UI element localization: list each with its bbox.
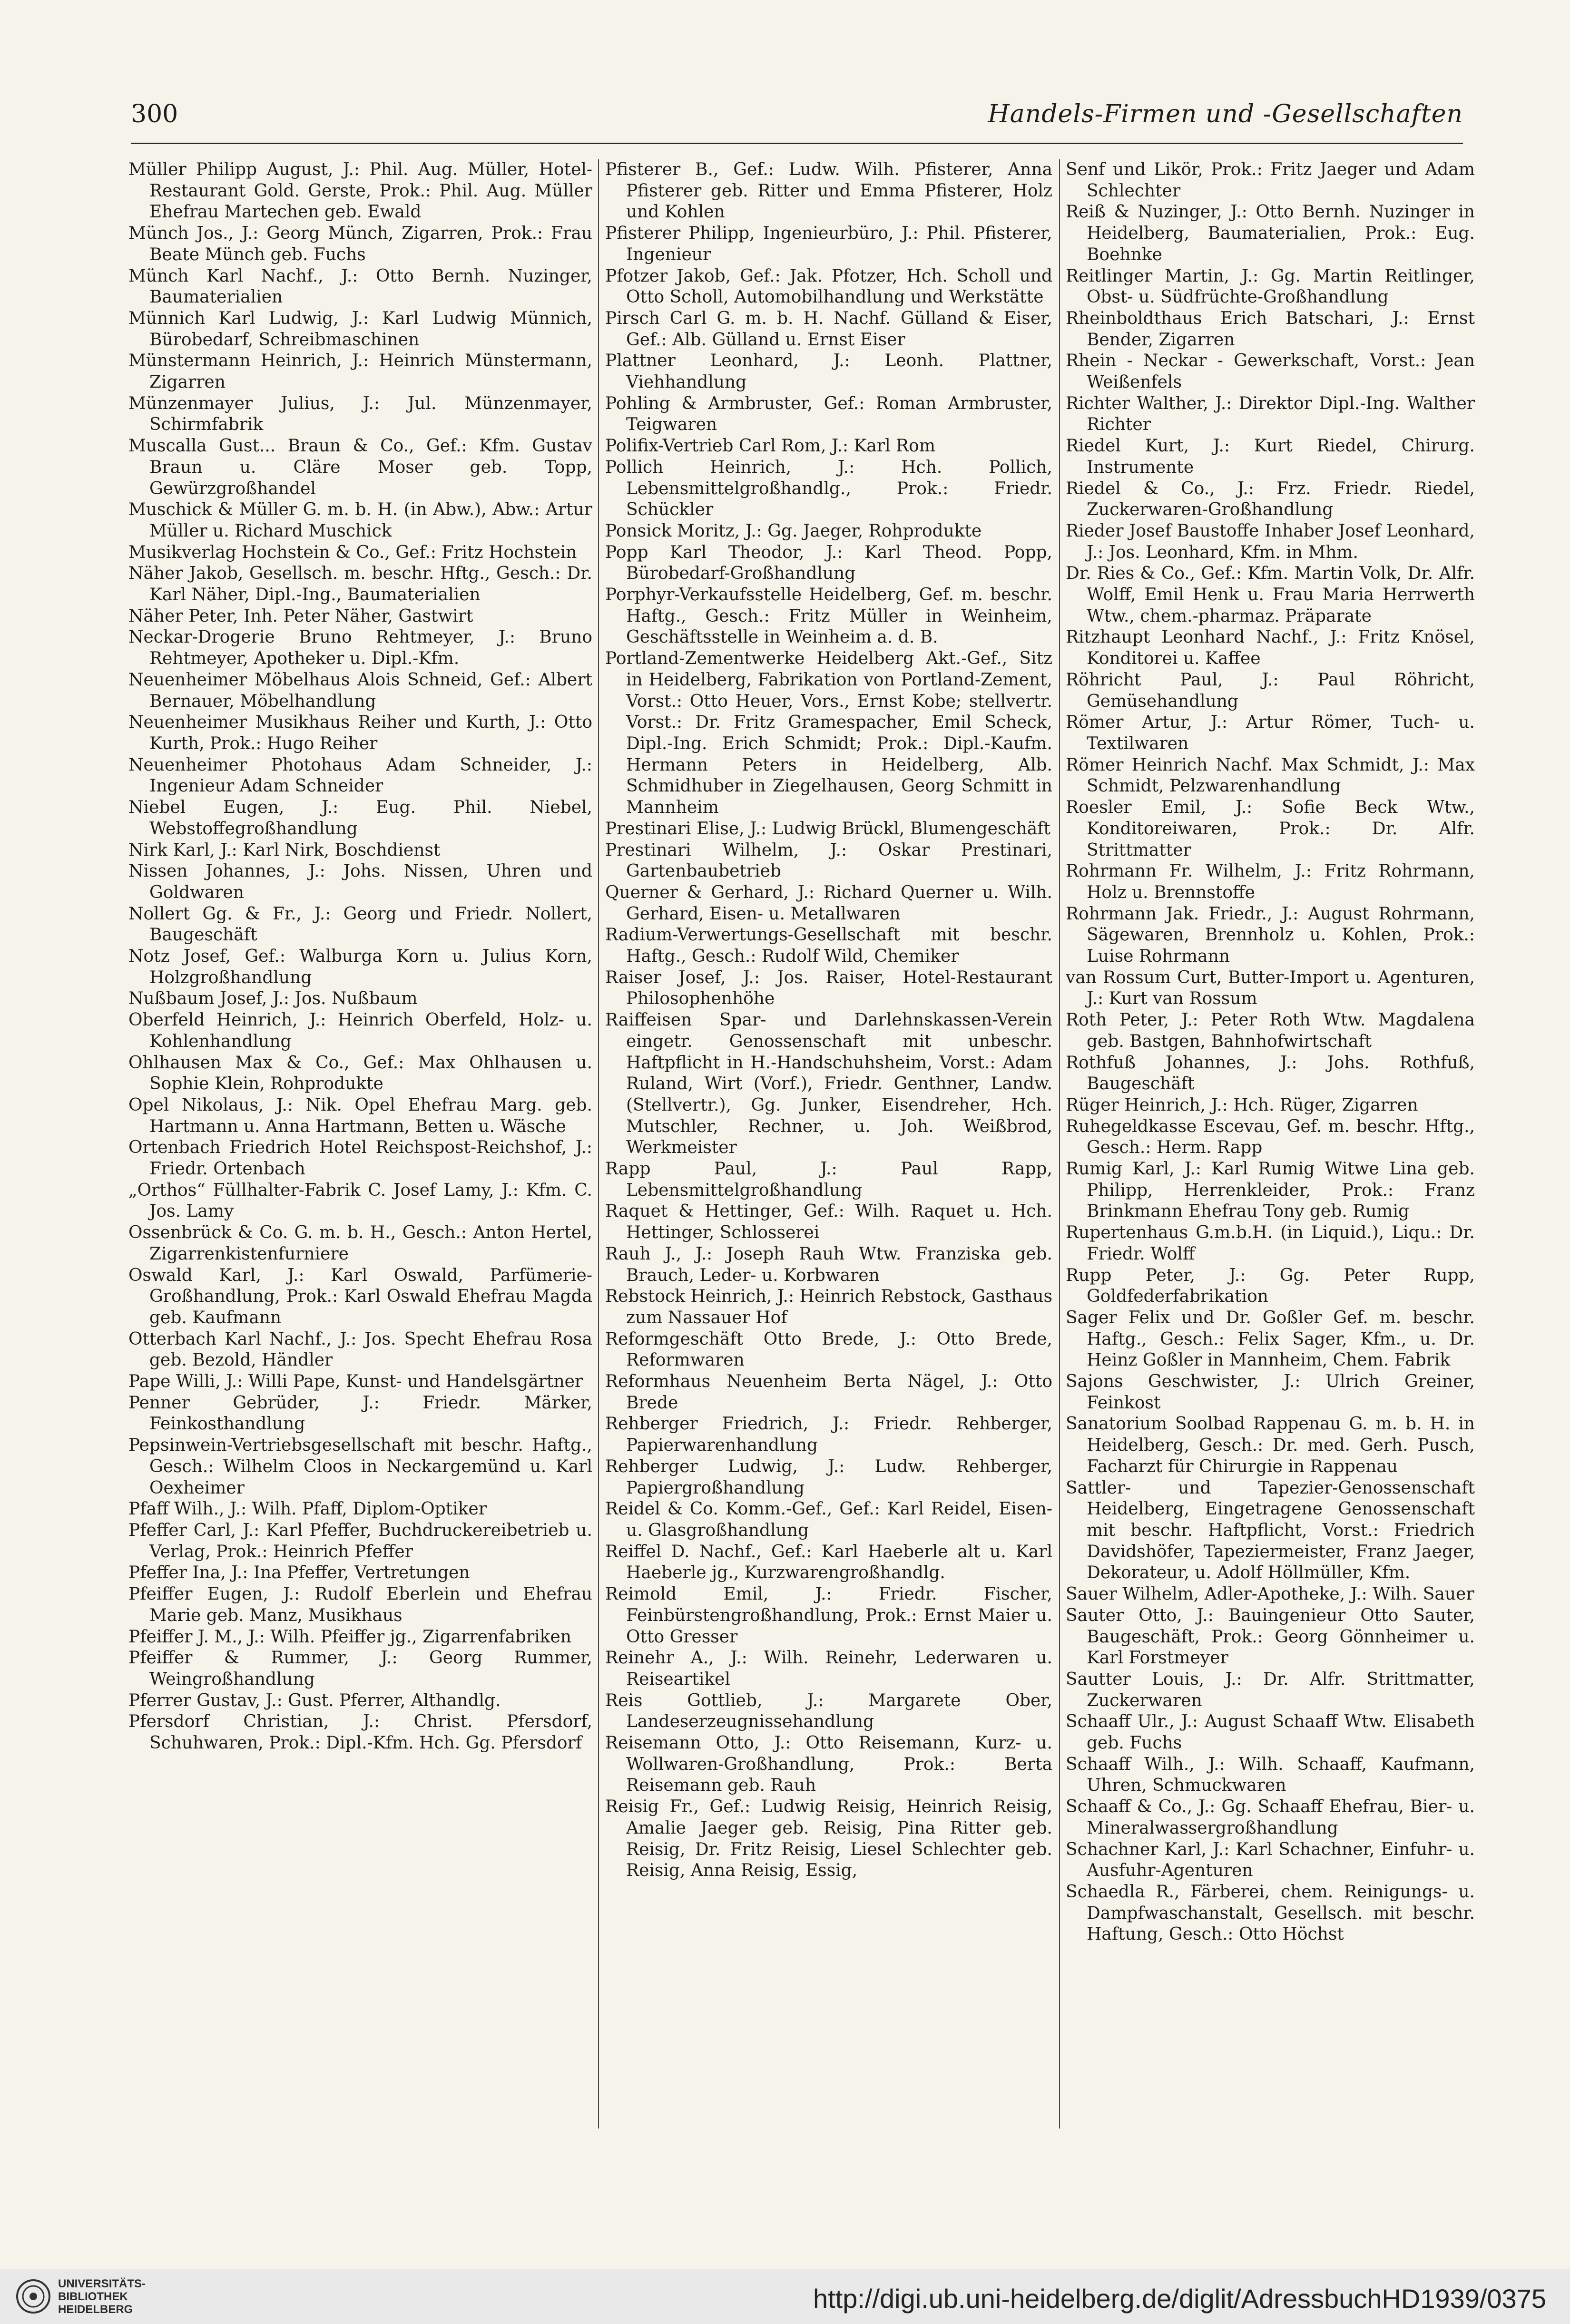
page-header — [131, 95, 1463, 133]
directory-entry: Nollert Gg. & Fr., J.: Georg und Friedr. Nollert, Baugeschäft — [128, 904, 592, 945]
directory-entry: Rohrmann Fr. Wilhelm, J.: Fritz Rohrmann, Holz u. Brennstoffe — [1066, 861, 1475, 902]
directory-entry: Reisig Fr., Gef.: Ludwig Reisig, Heinrich Reisig, Amalie Jaeger geb. Reisig, Pina Ritter geb. Reisig, Dr. Fritz Reisig, Liesel Schlechter geb. Reisig, Anna Reisig, Essig, — [605, 1797, 1052, 1881]
directory-entry: Reformgeschäft Otto Brede, J.: Otto Brede, Reformwaren — [605, 1329, 1052, 1370]
directory-entry: Reimold Emil, J.: Friedr. Fischer, Feinbürstengroßhandlung, Prok.: Ernst Maier u. Otto Gresser — [605, 1584, 1052, 1647]
directory-entry: Prestinari Wilhelm, J.: Oskar Prestinari, Gartenbaubetrieb — [605, 840, 1052, 881]
directory-entry: Reisemann Otto, J.: Otto Reisemann, Kurz- u. Wollwaren-Großhandlung, Prok.: Berta Reisemann geb. Rauh — [605, 1733, 1052, 1796]
directory-entry: Querner & Gerhard, J.: Richard Querner u. Wilh. Gerhard, Eisen- u. Metallwaren — [605, 882, 1052, 924]
directory-entry: Roth Peter, J.: Peter Roth Wtw. Magdalena geb. Bastgen, Bahnhofwirtschaft — [1066, 1010, 1475, 1051]
directory-entry: Sager Felix und Dr. Goßler Gef. m. beschr. Haftg., Gesch.: Felix Sager, Kfm., u. Dr. Heinz Goßler in Mannheim, Chem. Fabrik — [1066, 1308, 1475, 1370]
directory-entry: Opel Nikolaus, J.: Nik. Opel Ehefrau Marg. geb. Hartmann u. Anna Hartmann, Betten u. Wäsche — [128, 1095, 592, 1136]
directory-entry: Prestinari Elise, J.: Ludwig Brückl, Blumengeschäft — [605, 819, 1051, 839]
column-divider — [598, 159, 599, 2129]
directory-entry: Pepsinwein-Vertriebsgesellschaft mit beschr. Haftg., Gesch.: Wilhelm Cloos in Neckargemünd u. Karl Oexheimer — [128, 1435, 592, 1498]
directory-entry: Muscalla Gust... Braun & Co., Gef.: Kfm. Gustav Braun u. Cläre Moser geb. Topp, Gewürzgroßhandel — [128, 436, 592, 498]
directory-entry: Roesler Emil, J.: Sofie Beck Wtw., Konditoreiwaren, Prok.: Dr. Alfr. Strittmatter — [1066, 798, 1475, 860]
directory-entry: Münnich Karl Ludwig, J.: Karl Ludwig Münnich, Bürobedarf, Schreibmaschinen — [128, 308, 592, 350]
directory-entry: Sauter Otto, J.: Bauingenieur Otto Sauter, Baugeschäft, Prok.: Georg Gönnheimer u. Karl Forstmeyer — [1066, 1605, 1475, 1668]
directory-entry: Münch Jos., J.: Georg Münch, Zigarren, Prok.: Frau Beate Münch geb. Fuchs — [128, 224, 592, 264]
directory-entry: Rüger Heinrich, J.: Hch. Rüger, Zigarren — [1066, 1095, 1418, 1115]
directory-entry: Schaedla R., Färberei, chem. Reinigungs- u. Dampfwaschanstalt, Gesellsch. mit beschr. Haftung, Gesch.: Otto Höchst — [1066, 1882, 1475, 1944]
directory-entry: Sanatorium Soolbad Rappenau G. m. b. H. in Heidelberg, Gesch.: Dr. med. Gerh. Pusch, Facharzt für Chirurgie in Rappenau — [1066, 1414, 1475, 1476]
source-url[interactable]: http://digi.ub.uni-heidelberg.de/diglit/AdressbuchHD1939/0375 — [813, 2284, 1546, 2314]
directory-entry: Pohling & Armbruster, Gef.: Roman Armbruster, Teigwaren — [605, 393, 1052, 435]
directory-entry: Neckar-Drogerie Bruno Rehtmeyer, J.: Bruno Rehtmeyer, Apotheker u. Dipl.-Kfm. — [128, 627, 592, 669]
header-rule — [131, 143, 1463, 144]
directory-entry: Pollich Heinrich, J.: Hch. Pollich, Lebensmittelgroßhandlg., Prok.: Friedr. Schückler — [605, 457, 1052, 520]
directory-entry: Radium-Verwertungs-Gesellschaft mit beschr. Haftg., Gesch.: Rudolf Wild, Chemiker — [605, 925, 1052, 967]
page-number: 300 — [131, 100, 178, 128]
directory-entry: Rapp Paul, J.: Paul Rapp, Lebensmittelgroßhandlung — [605, 1159, 1052, 1200]
column-2 — [605, 159, 1052, 2129]
directory-entry: Pfeffer Ina, J.: Ina Pfeffer, Vertretungen — [128, 1563, 470, 1583]
directory-entry: Pirsch Carl G. m. b. H. Nachf. Gülland & Eiser, Gef.: Alb. Gülland u. Ernst Eiser — [605, 308, 1052, 350]
directory-entry: Pfisterer B., Gef.: Ludw. Wilh. Pfisterer, Anna Pfisterer geb. Ritter und Emma Pfisterer, Holz und Kohlen — [605, 160, 1052, 222]
directory-entry: Sauer Wilhelm, Adler-Apotheke, J.: Wilh. Sauer — [1066, 1584, 1474, 1604]
directory-entry: Münstermann Heinrich, J.: Heinrich Münstermann, Zigarren — [128, 351, 592, 392]
directory-entry: Plattner Leonhard, J.: Leonh. Plattner, Viehhandlung — [605, 351, 1052, 392]
library-line: HEIDELBERG — [58, 2303, 133, 2316]
directory-entry: Reiß & Nuzinger, J.: Otto Bernh. Nuzinger in Heidelberg, Baumaterialien, Prok.: Eug. Boehnke — [1066, 202, 1475, 264]
directory-entry: Rohrmann Jak. Friedr., J.: August Rohrmann, Sägewaren, Brennholz u. Kohlen, Prok.: Luise Rohrmann — [1066, 904, 1475, 967]
library-line: UNIVERSITÄTS- — [58, 2277, 146, 2290]
directory-entry: Popp Karl Theodor, J.: Karl Theod. Popp, Bürobedarf-Großhandlung — [605, 542, 1052, 584]
column-divider — [1059, 159, 1060, 2129]
directory-entry: Röhricht Paul, J.: Paul Röhricht, Gemüsehandlung — [1066, 670, 1475, 711]
directory-entry: Ossenbrück & Co. G. m. b. H., Gesch.: Anton Hertel, Zigarrenkistenfurniere — [128, 1223, 592, 1264]
directory-entry: Nirk Karl, J.: Karl Nirk, Boschdienst — [128, 840, 441, 860]
directory-entry: Rothfuß Johannes, J.: Johs. Rothfuß, Baugeschäft — [1066, 1053, 1475, 1094]
directory-entry: Rehberger Friedrich, J.: Friedr. Rehberger, Papierwarenhandlung — [605, 1414, 1052, 1455]
directory-entry: Pfisterer Philipp, Ingenieurbüro, J.: Phil. Pfisterer, Ingenieur — [605, 224, 1052, 264]
directory-entry: Pfeiffer J. M., J.: Wilh. Pfeiffer jg., Zigarrenfabriken — [128, 1627, 571, 1647]
directory-entry: Notz Josef, Gef.: Walburga Korn u. Julius Korn, Holzgroßhandlung — [128, 947, 592, 987]
directory-entry: Pfotzer Jakob, Gef.: Jak. Pfotzer, Hch. Scholl und Otto Scholl, Automobilhandlung und Werkstätte — [605, 266, 1052, 307]
directory-entry: Rieder Josef Baustoffe Inhaber Josef Leonhard, J.: Jos. Leonhard, Kfm. in Mhm. — [1066, 521, 1475, 562]
directory-entry: Sattler- und Tapezier-Genossenschaft Heidelberg, Eingetragene Genossenschaft mit beschr. Haftpflicht, Vorst.: Friedrich Davidshöfer, Tapeziermeister, Franz Jaeger, Dekorateur, u. Adolf Höllmüller, Kfm. — [1066, 1478, 1475, 1583]
directory-entry: Rauh J., J.: Joseph Rauh Wtw. Franziska geb. Brauch, Leder- u. Korbwaren — [605, 1244, 1052, 1285]
directory-entry: Portland-Zementwerke Heidelberg Akt.-Gef., Sitz in Heidelberg, Fabrikation von Portland-Zement, Vorst.: Otto Heuer, Vors., Ernst Kobe; stellvertr. Vorst.: Dr. Fritz Gramespacher, Emil Scheck, Dipl.-Ing. Erich Schmidt; Prok.: Dipl.-Kaufm. Hermann Peters in Heidelberg, Alb. Schmidhuber in Ziegelhausen, Georg Schmitt in Mannheim — [605, 649, 1052, 818]
directory-entry: Muschick & Müller G. m. b. H. (in Abw.), Abw.: Artur Müller u. Richard Muschick — [128, 500, 592, 541]
directory-entry: Näher Jakob, Gesellsch. m. beschr. Hftg., Gesch.: Dr. Karl Näher, Dipl.-Ing., Baumaterialien — [128, 564, 592, 605]
directory-entry: Raiser Josef, J.: Jos. Raiser, Hotel-Restaurant Philosophenhöhe — [605, 967, 1052, 1009]
directory-entry: Schaaff Wilh., J.: Wilh. Schaaff, Kaufmann, Uhren, Schmuckwaren — [1066, 1754, 1475, 1796]
university-library-logo-icon — [14, 2277, 52, 2315]
directory-entry: Münzenmayer Julius, J.: Jul. Münzenmayer, Schirmfabrik — [128, 393, 592, 435]
directory-entry: Porphyr-Verkaufsstelle Heidelberg, Gef. m. beschr. Haftg., Gesch.: Fritz Müller in Weinheim, Geschäftsstelle in Weinheim a. d. B. — [605, 585, 1052, 647]
directory-entry: Reiffel D. Nachf., Gef.: Karl Haeberle alt u. Karl Haeberle jg., Kurzwarengroßhandlg. — [605, 1542, 1052, 1583]
directory-entry: Römer Artur, J.: Artur Römer, Tuch- u. Textilwaren — [1066, 713, 1475, 753]
directory-entry: Sautter Louis, J.: Dr. Alfr. Strittmatter, Zuckerwaren — [1066, 1669, 1475, 1710]
directory-entry: Neuenheimer Musikhaus Reiher und Kurth, J.: Otto Kurth, Prok.: Hugo Reiher — [128, 713, 592, 753]
directory-entry: Pfeffer Carl, J.: Karl Pfeffer, Buchdruckereibetrieb u. Verlag, Prok.: Heinrich Pfeffer — [128, 1521, 592, 1562]
directory-entry: Polifix-Vertrieb Carl Rom, J.: Karl Rom — [605, 436, 935, 456]
directory-entry: Schaaff & Co., J.: Gg. Schaaff Ehefrau, Bier- u. Mineralwassergroßhandlung — [1066, 1797, 1475, 1838]
directory-entry: Näher Peter, Inh. Peter Näher, Gastwirt — [128, 606, 473, 626]
directory-entry: Reis Gottlieb, J.: Margarete Ober, Landeserzeugnissehandlung — [605, 1690, 1052, 1732]
directory-entry: Rupertenhaus G.m.b.H. (in Liquid.), Liqu.: Dr. Friedr. Wolff — [1066, 1223, 1475, 1264]
directory-entry: Ritzhaupt Leonhard Nachf., J.: Fritz Knösel, Konditorei u. Kaffee — [1066, 627, 1475, 669]
directory-entry: Raiffeisen Spar- und Darlehnskassen-Verein eingetr. Genossenschaft mit unbeschr. Haftpflicht in H.-Handschuhsheim, Vorst.: Adam Ruland, Wirt (Vorf.), Friedr. Genthner, Landw. (Stellvertr.), Gg. Junker, Eisendreher, Hch. Mutschler, Rechner, u. Joh. Weißbrod, Werkmeister — [605, 1010, 1052, 1158]
directory-entry: Musikverlag Hochstein & Co., Gef.: Fritz Hochstein — [128, 542, 577, 562]
directory-entry: Riedel Kurt, J.: Kurt Riedel, Chirurg. Instrumente — [1066, 436, 1475, 477]
directory-entry: Neuenheimer Photohaus Adam Schneider, J.: Ingenieur Adam Schneider — [128, 755, 592, 796]
directory-entry: „Orthos“ Füllhalter-Fabrik C. Josef Lamy, J.: Kfm. C. Jos. Lamy — [128, 1180, 592, 1221]
directory-entry: Niebel Eugen, J.: Eug. Phil. Niebel, Webstoffegroßhandlung — [128, 798, 592, 839]
directory-entry: Pfeiffer Eugen, J.: Rudolf Eberlein und Ehefrau Marie geb. Manz, Musikhaus — [128, 1584, 592, 1625]
directory-entry: Raquet & Hettinger, Gef.: Wilh. Raquet u. Hch. Hettinger, Schlosserei — [605, 1201, 1052, 1243]
directory-entry: Römer Heinrich Nachf. Max Schmidt, J.: Max Schmidt, Pelzwarenhandlung — [1066, 755, 1475, 796]
directory-entry: Rumig Karl, J.: Karl Rumig Witwe Lina geb. Philipp, Herrenkleider, Prok.: Franz Brinkmann Ehefrau Tony geb. Rumig — [1066, 1159, 1475, 1221]
directory-entry: Ohlhausen Max & Co., Gef.: Max Ohlhausen u. Sophie Klein, Rohprodukte — [128, 1053, 592, 1094]
directory-entry: Ortenbach Friedrich Hotel Reichspost-Reichshof, J.: Friedr. Ortenbach — [128, 1138, 592, 1179]
library-line: BIBLIOTHEK — [58, 2290, 128, 2303]
directory-entry: Müller Philipp August, J.: Phil. Aug. Müller, Hotel-Restaurant Gold. Gerste, Prok.: Phil. Aug. Müller Ehefrau Martechen geb. Ewald — [128, 160, 592, 222]
directory-entry: Dr. Ries & Co., Gef.: Kfm. Martin Volk, Dr. Alfr. Wolff, Emil Henk u. Frau Maria Herrwerth Wtw., chem.-pharmaz. Präparate — [1066, 564, 1475, 626]
directory-entry: Pape Willi, J.: Willi Pape, Kunst- und Handelsgärtner — [128, 1372, 583, 1392]
directory-entry: Schaaff Ulr., J.: August Schaaff Wtw. Elisabeth geb. Fuchs — [1066, 1712, 1475, 1753]
column-3 — [1066, 159, 1475, 2129]
directory-entry: Rheinboldthaus Erich Batschari, J.: Ernst Bender, Zigarren — [1066, 308, 1475, 350]
directory-entry: Rehberger Ludwig, J.: Ludw. Rehberger, Papiergroßhandlung — [605, 1456, 1052, 1498]
directory-entry: Reidel & Co. Komm.-Gef., Gef.: Karl Reidel, Eisen- u. Glasgroßhandlung — [605, 1499, 1052, 1540]
directory-entry: Pfersdorf Christian, J.: Christ. Pfersdorf, Schuhwaren, Prok.: Dipl.-Kfm. Hch. Gg. Pfersdorf — [128, 1712, 592, 1753]
directory-entry: Senf und Likör, Prok.: Fritz Jaeger und Adam Schlechter — [1066, 160, 1475, 201]
directory-entry: Pfeiffer & Rummer, J.: Georg Rummer, Weingroßhandlung — [128, 1648, 592, 1689]
directory-entry: Neuenheimer Möbelhaus Alois Schneid, Gef.: Albert Bernauer, Möbelhandlung — [128, 670, 592, 711]
directory-entry: van Rossum Curt, Butter-Import u. Agenturen, J.: Kurt van Rossum — [1066, 967, 1475, 1009]
directory-entry: Rhein - Neckar - Gewerkschaft, Vorst.: Jean Weißenfels — [1066, 351, 1475, 392]
directory-entry: Ruhegeldkasse Escevau, Gef. m. beschr. Hftg., Gesch.: Herm. Rapp — [1066, 1116, 1475, 1158]
directory-entry: Nußbaum Josef, J.: Jos. Nußbaum — [128, 989, 418, 1009]
directory-entry: Rupp Peter, J.: Gg. Peter Rupp, Goldfederfabrikation — [1066, 1265, 1475, 1307]
directory-entry: Schachner Karl, J.: Karl Schachner, Einfuhr- u. Ausfuhr-Agenturen — [1066, 1839, 1475, 1881]
directory-entry: Richter Walther, J.: Direktor Dipl.-Ing. Walther Richter — [1066, 393, 1475, 435]
column-1 — [128, 159, 592, 2129]
directory-entry: Riedel & Co., J.: Frz. Friedr. Riedel, Zuckerwaren-Großhandlung — [1066, 478, 1475, 520]
directory-entry: Oberfeld Heinrich, J.: Heinrich Oberfeld, Holz- u. Kohlenhandlung — [128, 1010, 592, 1051]
directory-entry: Penner Gebrüder, J.: Friedr. Märker, Feinkosthandlung — [128, 1393, 592, 1434]
directory-entry: Oswald Karl, J.: Karl Oswald, Parfümerie-Großhandlung, Prok.: Karl Oswald Ehefrau Magda geb. Kaufmann — [128, 1265, 592, 1328]
directory-entry: Reinehr A., J.: Wilh. Reinehr, Lederwaren u. Reiseartikel — [605, 1648, 1052, 1689]
library-name — [58, 2277, 146, 2316]
directory-entry: Rebstock Heinrich, J.: Heinrich Rebstock, Gasthaus zum Nassauer Hof — [605, 1287, 1052, 1328]
directory-entry: Sajons Geschwister, J.: Ulrich Greiner, Feinkost — [1066, 1372, 1475, 1413]
directory-entry: Ponsick Moritz, J.: Gg. Jaeger, Rohprodukte — [605, 521, 982, 541]
directory-entry: Otterbach Karl Nachf., J.: Jos. Specht Ehefrau Rosa geb. Bezold, Händler — [128, 1329, 592, 1370]
directory-entry: Reitlinger Martin, J.: Gg. Martin Reitlinger, Obst- u. Südfrüchte-Großhandlung — [1066, 266, 1475, 307]
directory-entry: Pferrer Gustav, J.: Gust. Pferrer, Althandlg. — [128, 1690, 501, 1710]
directory-entry: Reformhaus Neuenheim Berta Nägel, J.: Otto Brede — [605, 1372, 1052, 1413]
footer-bar — [0, 2269, 1570, 2324]
directory-entry: Münch Karl Nachf., J.: Otto Bernh. Nuzinger, Baumaterialien — [128, 266, 592, 307]
running-head: Handels-Firmen und -Gesellschaften — [988, 100, 1463, 128]
directory-entry: Nissen Johannes, J.: Johs. Nissen, Uhren und Goldwaren — [128, 861, 592, 902]
directory-entry: Pfaff Wilh., J.: Wilh. Pfaff, Diplom-Optiker — [128, 1499, 487, 1519]
